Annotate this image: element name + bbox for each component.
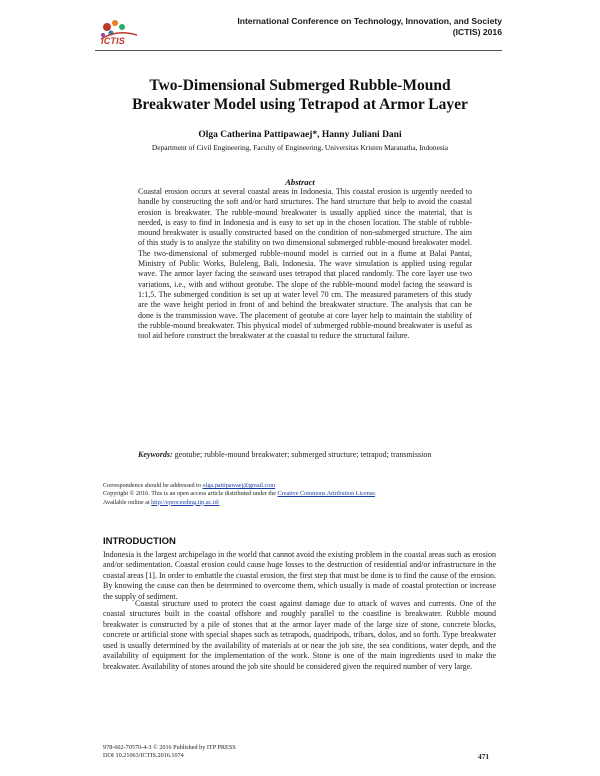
title-line-1: Two-Dimensional Submerged Rubble-Mound [149,77,451,94]
correspondence-block [103,482,523,507]
correspondence-line [103,482,523,490]
proceeding-url-link[interactable]: http://eproceeding.itp.ac.id/ [151,498,220,506]
header-divider [95,50,502,51]
title-line-2: Breakwater Model using Tetrapod at Armor Layer [132,96,468,113]
affiliation: Department of Civil Engineering, Faculty of Engineering, Universitas Kristen Maranatha, Indonesia [151,143,449,152]
license-link[interactable]: Creative Commons Attribution License [277,490,375,498]
page-number: 471 [478,752,490,761]
logo-text: ICTIS [101,36,126,46]
correspondence-prefix: Correspondence should be addressed to [103,482,201,489]
available-prefix: Available online at [103,498,150,506]
paper-title [100,76,500,114]
introduction-heading: INTRODUCTION [103,536,176,547]
keywords-text: geotube; rubble-mound breakwater; submerged structure; tetrapod; transmission [174,450,432,459]
copyright-prefix: Copyright © 2016. This is an open access article distributed under the [103,490,276,498]
introduction-paragraph-1: Indonesia is the largest archipelago in the world that cannot avoid the existing problem in the coastal areas such as erosion and/or sedimentation. Coastal erosion could cause huge losses to the destruction of residential and/or infrastructure in the coastal areas [1]. In order to embattle the coastal erosion, the first step that must be done is to find the cause of the erosion. By knowing the cause can then be determined to overcome them, which usually is made of coastal protection or increase the supply of sediment. [103,550,496,601]
footer-info [103,744,236,760]
conference-year: (ICTIS) 2016 [452,27,502,37]
keywords [138,450,472,460]
conference-name: International Conference on Technology, Innovation, and Society [237,16,502,26]
isbn-line: 978-602-70570-4-3 © 2016 Published by ITP PRESS [103,744,236,751]
authors: Olga Catherina Pattipawaej*, Hanny Juliani Dani [198,130,402,140]
doi-line: DOI 10.21063/ICTIS.2016.1074 [103,752,184,760]
copyright-line: Copyright © 2016. This is an open access article distributed under the Creative Commons Attribution License. [103,490,377,498]
abstract-text: Coastal erosion occurs at several coastal areas in Indonesia. This coastal erosion is urgently needed to handle by constructing the soft and/or hard structures. The hard structure that help to avoid the coastal erosion is breakwater. The rubble-mound breakwater is usually applied since the material, that is needed, is easy to find in Indonesia and is easy to set up in the chosen location. The stable of rubble-mound breakwater is usually constructed based on the condition of non-submerged structure. The aim of this study is to analyze the stability on two dimensional submerged rubble-mound breakwater model. The two-dimensional of submerged rubble-mound model is carried out in a flume at Balai Pantai, Ministry of Public Works, Buleleng, Bali, Indonesia. The wave simulation is applied using regular wave. The armor layer facing the seaward uses tetrapod that placed randomly. The core layer use two variations, i.e., with and without geotube. The slope of the rubble-mound model facing the seaward is 1:1,5. The submerged condition is set up at water level 70 cm. The measured parameters of this study are the wave height period in front of and behind the breakwater structure. The analysis that can be done is the transmission wave. The placement of geotube at core layer help to maintain the stability of the rubble-mound breakwater. This physical model of submerged rubble-mound breakwater is useful as tool aid before construct the breakwater at the coastal to reduce the structural failure. [138,187,472,341]
keywords-label: Keywords: [138,450,173,459]
abstract-heading: Abstract [285,177,315,187]
available-line [103,499,523,507]
correspondence-email-link[interactable]: olga.pattipawaej@gmail.com [202,482,276,489]
introduction-paragraph-2: Coastal structure used to protect the coast against damage due to attack of waves and currents. One of the coastal structures built in the coastal offshore and roughly parallel to the coastline is breakwater. Rubble mound breakwater is constructed by a pile of stones that at the armor layer made of the large size of stone, concrete blocks, concrete or artificial stone with special shapes such as tetrapods, quadripods, tribars, dolos, and so forth. Type breakwater used is usually determined by the availability of materials at or near the job site, the sea conditions, water depth, and the availability of equipment for the implementation of the work. Stone is one of the main ingredients used to make the breakwater. Availability of stones around the job site should be considered given the required number of very large. [103,599,496,671]
